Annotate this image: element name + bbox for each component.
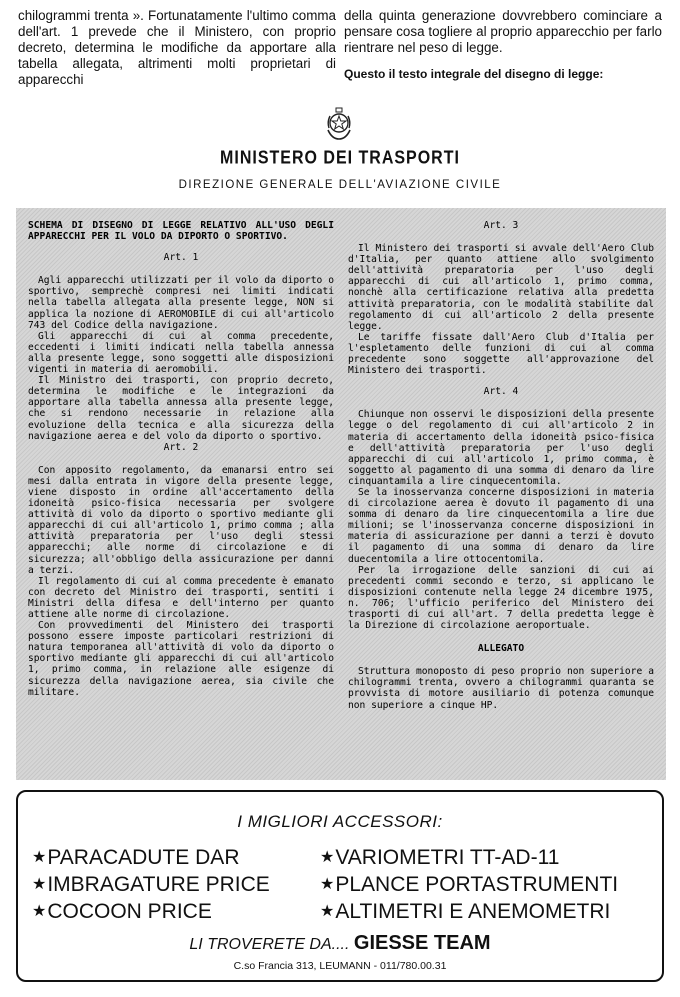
republic-emblem-icon	[324, 106, 354, 142]
law-paragraph: Chiunque non osservi le disposizioni della presente legge o del regolamento di cui all'articolo 2 in materia di accertamento della idoneità psico-fisica e dell'attività preparatoria per l'uso degli apparecchi di cui all'articolo 1, primo comma, è soggetto al pagamento di una somma di denaro da lire cinquantamila a lire cinquecentomila.	[348, 409, 654, 487]
article-paragraph: della quinta generazione dovvrebbero cominciare a pensare cosa togliere al proprio apparecchio per farlo rientrare nel peso di legge.	[344, 8, 662, 55]
ad-item-label: VARIOMETRI TT-AD-11	[335, 846, 560, 869]
article-text	[18, 8, 662, 88]
ad-item-label: PLANCE PORTASTRUMENTI	[335, 873, 619, 896]
ad-find-line	[18, 932, 662, 955]
ad-item-label: PARACADUTE DAR	[47, 846, 240, 869]
article-intro: Questo il testo integrale del disegno di legge:	[344, 67, 604, 81]
ministry-title: MINISTERO DEI TRASPORTI	[220, 148, 460, 169]
ad-item	[320, 844, 640, 871]
ad-address: C.so Francia 313, LEUMANN - 011/780.00.31	[233, 960, 447, 972]
law-paragraph: Con provvedimenti del Ministero dei trasporti possono essere imposte particolari restrizioni di natura temporanea all'attività di volo da diporto o sportivo mediante gli apparecchi di cui all'articolo 1, primo comma, in relazione alle esigenze di sicurezza della navigazione aerea, sia civile che militare.	[28, 620, 334, 698]
law-paragraph: Gli apparecchi di cui al comma precedente, eccedenti i limiti indicati nella tabella annessa alla presente legge, sono soggetti alle disposizioni vigenti in materia di aeromobili.	[28, 330, 334, 376]
ad-list-left	[32, 844, 352, 925]
star-icon: ★	[320, 876, 335, 893]
law-paragraph: Con apposito regolamento, da emanarsi entro sei mesi dalla entrata in vigore della presente legge, viene disposto in ordine all'accertamento della idoneità psico-fisica necessaria per svolgere attività di volo da diporto o sportivo mediante gli apparecchi di cui all'articolo 1, primo comma ; alla attività preparatoria per l'uso degli stessi apparecchi; alle norme di circolazione e di sicurezza; all'obbligo della assicurazione per danni a terzi.	[28, 464, 334, 576]
law-heading: SCHEMA DI DISEGNO DI LEGGE RELATIVO ALL'USO DEGLI APPARECCHI PER IL VOLO DA DIPORTO O SPORTIVO.	[28, 220, 334, 243]
star-icon: ★	[32, 903, 47, 920]
ad-item	[32, 844, 352, 871]
law-paragraph: Se la inosservanza concerne disposizioni in materia di circolazione aerea è dovuto il pagamento di una somma di denaro da lire cinquecentomila a lire due milioni; se l'inosservanza concerne disposizioni in materia di assicurazione per danni a terzi è dovuto il pagamento di una somma di denaro da lire duecentomila a lire ottocentomila.	[348, 486, 654, 565]
ad-brand: GIESSE TEAM	[353, 932, 491, 954]
ad-item-label: IMBRAGATURE PRICE	[47, 873, 270, 896]
ministry-direction: DIREZIONE GENERALE DELL'AVIAZIONE CIVILE	[178, 179, 502, 191]
law-paragraph: Le tariffe fissate dall'Aero Club d'Italia per l'espletamento delle funzioni di cui al comma precedente sono soggette all'approvazione del Ministero dei trasporti.	[348, 331, 654, 377]
article-column-right	[344, 8, 662, 88]
star-icon: ★	[32, 876, 47, 893]
ad-item	[320, 898, 640, 925]
article-column-left	[18, 8, 336, 88]
law-column-left	[28, 220, 334, 780]
law-paragraph: Struttura monoposto di peso proprio non superiore a chilogrammi trenta, ovvero a chilogrammi quaranta se provvista di motore ausiliario di potenza comunque non superiore a cinque HP.	[348, 666, 654, 711]
article-4-title: Art. 4	[483, 386, 519, 398]
law-paragraph: Per la irrogazione delle sanzioni di cui ai precedenti commi secondo e terzo, si applicano le disposizioni contenute nella legge 24 dicembre 1975, n. 706; l'ufficio periferico del Ministero dei trasporti di cui all'art. 7 della predetta legge è la Direzione di circolazione aeroportuale.	[348, 564, 654, 632]
law-paragraph: Il Ministro dei trasporti, con proprio decreto, determina le modifiche e le integrazioni da apportare alla tabella annessa alla presente legge, che si rendono necessarie in relazione alla evoluzione della tecnica e alla sicurezza della navigazione aerea e del volo da diporto o sportivo.	[28, 375, 334, 442]
article-3-title: Art. 3	[483, 220, 519, 231]
article-paragraph: chilogrammi trenta ». Fortunatamente l'ultimo comma dell'art. 1 prevede che il Ministero, con proprio decreto, determina le modifiche da apportare alla tabella allegata, altrimenti molti proprietari di apparecchi	[18, 8, 336, 87]
law-paragraph: Il regolamento di cui al comma precedente è emanato con decreto del Ministro dei trasporti, sentiti i Ministri della difesa e dell'interno per quanto attiene alle norme di circolazione.	[28, 575, 334, 620]
advertisement	[16, 790, 664, 982]
ad-item	[32, 871, 352, 898]
law-column-right	[348, 220, 654, 780]
law-paragraph: Il Ministero dei trasporti si avvale dell'Aero Club d'Italia, per quanto attiene allo svolgimento dell'attività preparatoria per l'uso degli apparecchi di cui all'articolo 1, primo comma, nonchè alla certificazione relativa alla predetta attività preparatoria, con le modalità stabilite dal regolamento di cui all'articolo 2 della presente legge.	[348, 243, 654, 332]
ad-list-right	[320, 844, 640, 925]
ad-item-label: ALTIMETRI E ANEMOMETRI	[335, 900, 611, 923]
star-icon: ★	[320, 849, 335, 866]
ad-item-label: COCOON PRICE	[47, 900, 212, 923]
ad-heading: I MIGLIORI ACCESSORI:	[237, 812, 443, 831]
star-icon: ★	[32, 849, 47, 866]
ad-item	[320, 871, 640, 898]
article-2-title: Art. 2	[163, 441, 199, 453]
law-document	[16, 208, 666, 780]
law-paragraph: Agli apparecchi utilizzati per il volo da diporto o sportivo, semprechè compresi nei limiti indicati nella tabella allegata alla presente legge, NON si applica la nozione di AEROMOBILE di cui all'articolo 743 del Codice della navigazione.	[28, 275, 334, 331]
ad-item	[32, 898, 352, 925]
article-1-title: Art. 1	[163, 252, 199, 264]
allegato-title: ALLEGATO	[477, 643, 525, 655]
star-icon: ★	[320, 903, 335, 920]
ad-find-lead: LI TROVERETE DA....	[189, 936, 350, 953]
